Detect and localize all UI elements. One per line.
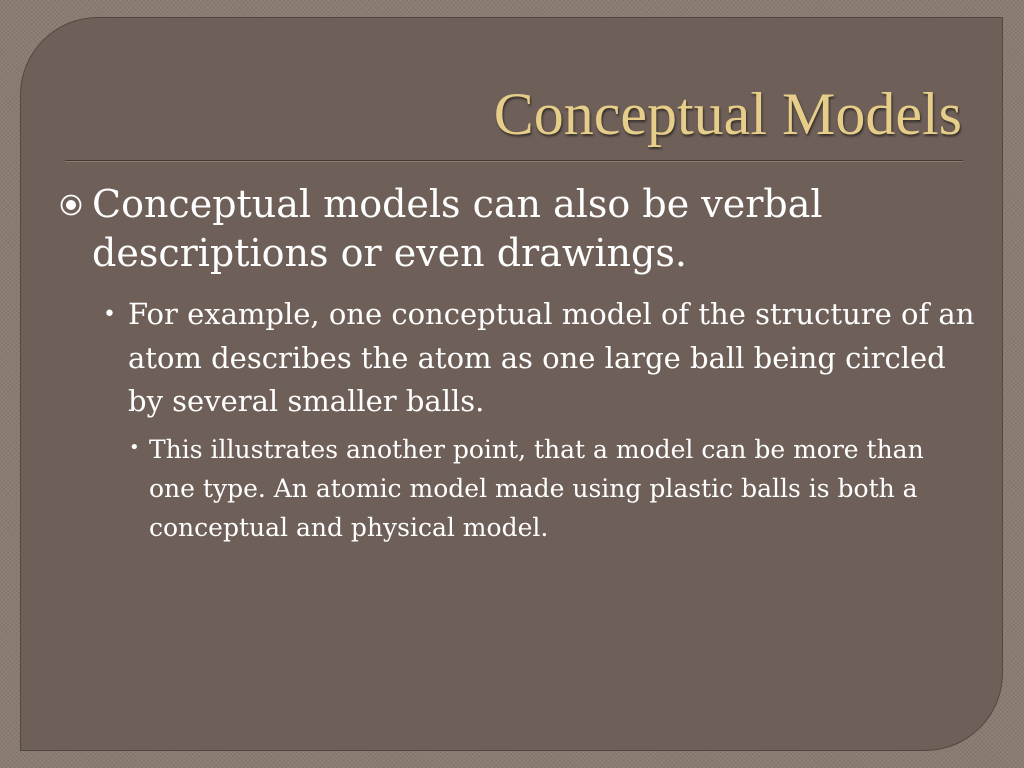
bullet-level-3 [129, 430, 949, 547]
dot-bullet-icon: • [129, 437, 140, 458]
bullet-level-3-text: This illustrates another point, that a model can be more than one type. An atomic model made using plastic balls is both a conceptual and physical model. [149, 435, 924, 542]
title-divider [65, 160, 963, 162]
bullet-level-2-text: For example, one conceptual model of the structure of an atom describes the atom as one large ball being circled by several smaller balls. [128, 297, 975, 418]
target-bullet-icon [60, 180, 87, 229]
slide-title: Conceptual Models [493, 81, 962, 147]
bullet-level-1-text: Conceptual models can also be verbal descriptions or even drawings. [92, 182, 823, 275]
bullet-level-1 [60, 180, 940, 278]
bullet-level-2 [103, 293, 983, 424]
dot-bullet-icon: • [103, 302, 116, 327]
